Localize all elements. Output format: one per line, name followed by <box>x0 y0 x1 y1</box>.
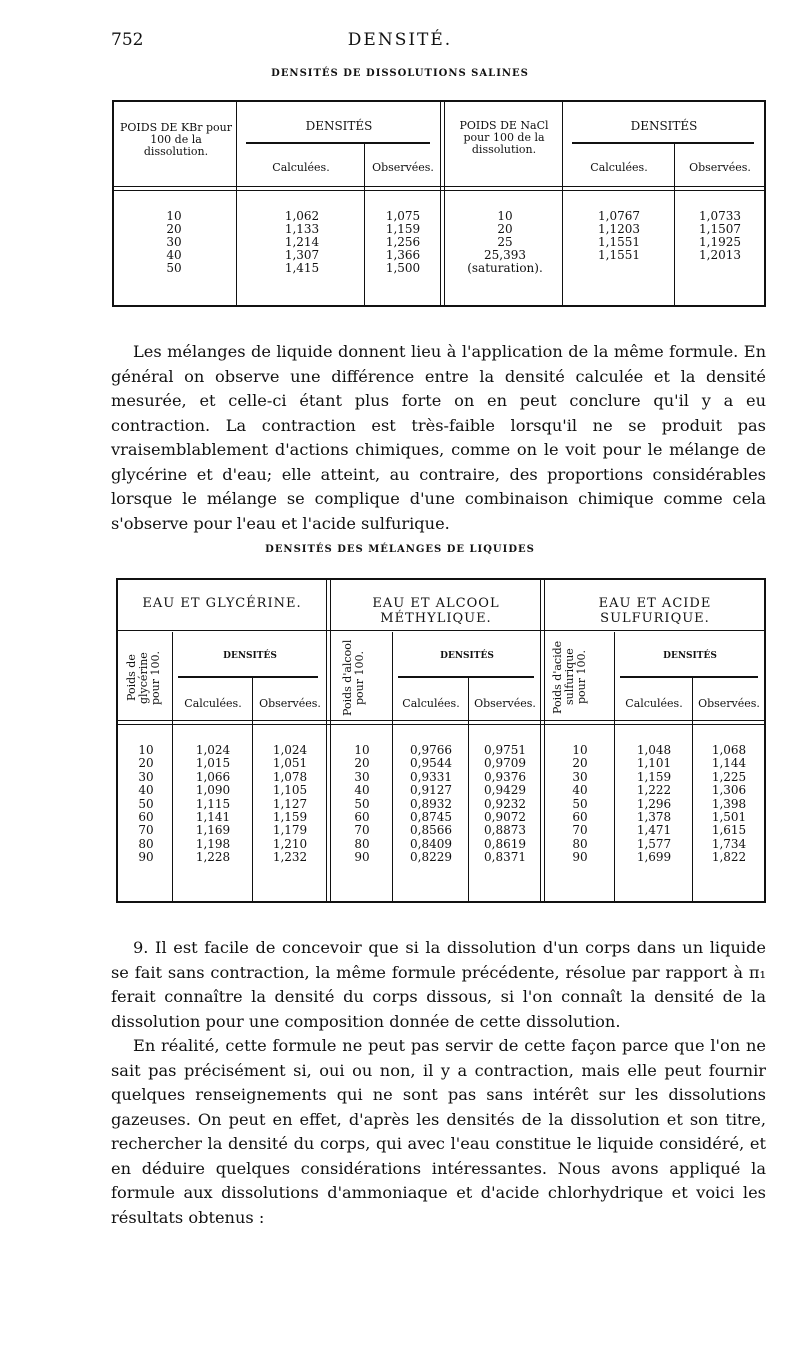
table-cell: 0,8371 <box>484 850 526 865</box>
table-cell: 1,078 <box>272 769 308 784</box>
table2-title: DENSITÉS DES MÉLANGES DE LIQUIDES <box>265 544 535 555</box>
paragraph-section-9: 9. Il est facile de concevoir que si la dissolution d'un corps dans un liquide se fait sans contraction, la même formule précédente, résolue par rapport à π₁ ferait connaître la densité du corps dissous, si l'on connaît la densité de la dissolution pour une composition donnée de cette dissolution. En réalité, cette formule ne peut pas servir de cette façon parce que l'on ne sait pas précisément si, oui ou non, il y a contraction, mais elle peut fournir quelques renseignements qui ne sont pas sans intérêt sur les dissolutions gazeuses. On peut en effet, d'après les densités de la dissolution et son titre, rechercher la densité du corps, qui avec l'eau constitue le liquide considéré, et en déduire quelques considérations intéressantes. Nous avons appliqué la formule aux dissolutions d'ammoniaque et d'acide chlorhydrique et voici les résultats obtenus : <box>111 938 766 1227</box>
table-cell: 20 <box>166 222 182 236</box>
kbr-weight-header: POIDS DE KBr pour 100 de la dissolution. <box>119 121 233 158</box>
table-cell: 1,1507 <box>699 222 741 236</box>
table-cell: 80 <box>572 836 588 851</box>
table-cell: 20 <box>572 756 588 771</box>
table-cell: 1,415 <box>284 261 320 275</box>
table-cell: 1,222 <box>636 783 672 798</box>
table-cell: 40 <box>354 783 370 798</box>
table-cell: 40 <box>138 783 154 798</box>
table-cell: 50 <box>354 796 370 811</box>
table-cell: 1,105 <box>272 783 308 798</box>
table-cell: 0,9376 <box>484 769 526 784</box>
table-cell: 1,214 <box>284 235 320 249</box>
table-cell: 1,577 <box>636 836 672 851</box>
table-cell: 90 <box>354 850 370 865</box>
table-cell: 1,232 <box>272 850 308 865</box>
table-cell: 10 <box>497 209 513 223</box>
acid-obs-header: Observées. <box>698 697 760 710</box>
saline-densities-table <box>112 100 766 307</box>
alcohol-obs-header: Observées. <box>474 697 536 710</box>
table-cell: 50 <box>138 796 154 811</box>
table-cell: 1,307 <box>284 248 320 262</box>
table-cell: 1,1551 <box>598 248 640 262</box>
table-cell: 25 <box>497 235 513 249</box>
table-cell: 0,8619 <box>484 836 526 851</box>
table1-title: DENSITÉS DE DISSOLUTIONS SALINES <box>271 68 529 79</box>
table-cell: 1,075 <box>385 209 421 223</box>
nacl-obs-header: Observées. <box>689 161 751 174</box>
table-cell: 80 <box>138 836 154 851</box>
table-cell: 1,1551 <box>598 235 640 249</box>
table-cell: 1,0767 <box>598 209 640 223</box>
table-cell: 0,9709 <box>484 756 526 771</box>
table-cell: 10 <box>572 743 588 757</box>
table-cell: 1,024 <box>195 743 231 757</box>
group-water-methyl-alcohol: EAU ET ALCOOL MÉTHYLIQUE. <box>372 596 500 626</box>
table-cell: 1,734 <box>711 836 747 851</box>
table-cell: 1,066 <box>195 769 231 784</box>
table-cell: 0,9429 <box>484 783 526 798</box>
table-cell: 1,159 <box>385 222 421 236</box>
table-cell: 1,198 <box>195 836 231 851</box>
glycerin-obs-header: Observées. <box>259 697 321 710</box>
table-cell: 80 <box>354 836 370 851</box>
kbr-densities-header: DENSITÉS <box>305 119 373 133</box>
alcohol-densities-header: DENSITÉS <box>440 651 494 661</box>
table-cell: 30 <box>166 235 182 249</box>
table-cell: 1,210 <box>272 836 308 851</box>
table-cell: 1,068 <box>711 743 747 757</box>
alcohol-weight-header: Poids d'alcool pour 100. <box>341 639 366 717</box>
table-cell: 0,9232 <box>484 796 526 811</box>
table-cell: 0,8932 <box>410 796 452 811</box>
table-cell: 90 <box>138 850 154 865</box>
table-cell: 70 <box>138 823 154 838</box>
kbr-obs-header: Observées. <box>372 161 434 174</box>
table-cell: 30 <box>572 769 588 784</box>
table-cell: 0,9331 <box>410 769 452 784</box>
table-cell: 1,615 <box>711 823 747 838</box>
alcohol-calc-header: Calculées. <box>402 697 460 710</box>
table-cell: 1,090 <box>195 783 231 798</box>
acid-weight-header: Poids d'acide sulfurique pour 100. <box>551 640 588 714</box>
table-cell: 1,024 <box>272 743 308 757</box>
table-cell: 1,501 <box>711 810 747 825</box>
table-cell: 1,159 <box>272 810 308 825</box>
table-cell: 10 <box>138 743 154 757</box>
table-cell: 0,9544 <box>410 756 452 771</box>
table-cell: 25,393 <box>484 248 526 262</box>
nacl-calc-header: Calculées. <box>590 161 648 174</box>
table-cell: (saturation). <box>467 261 543 275</box>
table-cell: 1,101 <box>636 756 672 771</box>
nacl-densities-header: DENSITÉS <box>630 119 698 133</box>
glycerin-calc-header: Calculées. <box>184 697 242 710</box>
table-cell: 1,228 <box>195 850 231 865</box>
table-cell: 20 <box>138 756 154 771</box>
table-cell: 40 <box>166 248 182 262</box>
kbr-calc-header: Calculées. <box>272 161 330 174</box>
table-cell: 1,296 <box>636 796 672 811</box>
table-cell: 1,2013 <box>699 248 741 262</box>
table-cell: 1,015 <box>195 756 231 771</box>
group-water-glycerin: EAU ET GLYCÉRINE. <box>142 596 302 611</box>
table-cell: 1,051 <box>272 756 308 771</box>
table-cell: 60 <box>572 810 588 825</box>
table-cell: 50 <box>166 261 182 275</box>
running-title: DENSITÉ. <box>347 30 453 50</box>
table-cell: 1,133 <box>284 222 320 236</box>
nacl-weight-header: POIDS DE NaCl pour 100 de la dissolution. <box>459 119 549 156</box>
table-cell: 0,8229 <box>410 850 452 865</box>
acid-calc-header: Calculées. <box>625 697 683 710</box>
table-cell: 1,225 <box>711 769 747 784</box>
table-cell: 90 <box>572 850 588 865</box>
table-cell: 1,062 <box>284 209 320 223</box>
table-cell: 1,822 <box>711 850 747 865</box>
table-cell: 1,141 <box>195 810 231 825</box>
group-water-sulfuric-acid: EAU ET ACIDE SULFURIQUE. <box>598 596 712 626</box>
table-cell: 1,366 <box>385 248 421 262</box>
table-cell: 1,398 <box>711 796 747 811</box>
table-cell: 10 <box>354 743 370 757</box>
table-cell: 1,306 <box>711 783 747 798</box>
table-cell: 1,256 <box>385 235 421 249</box>
table-cell: 1,115 <box>195 796 231 811</box>
table-cell: 1,500 <box>385 261 421 275</box>
table-cell: 30 <box>354 769 370 784</box>
table-cell: 1,699 <box>636 850 672 865</box>
table-cell: 60 <box>138 810 154 825</box>
table-cell: 70 <box>354 823 370 838</box>
table-cell: 0,9127 <box>410 783 452 798</box>
table-cell: 20 <box>354 756 370 771</box>
table-cell: 50 <box>572 796 588 811</box>
page-number: 752 <box>111 30 144 50</box>
table-cell: 0,8873 <box>484 823 526 838</box>
table-cell: 0,9072 <box>484 810 526 825</box>
table-cell: 1,1925 <box>699 235 741 249</box>
table-cell: 0,8409 <box>410 836 452 851</box>
table-cell: 0,9751 <box>484 743 526 757</box>
table-cell: 30 <box>138 769 154 784</box>
table-cell: 0,8566 <box>410 823 452 838</box>
table-cell: 60 <box>354 810 370 825</box>
table-cell: 1,0733 <box>699 209 741 223</box>
table-cell: 0,9766 <box>410 743 452 757</box>
table-cell: 1,169 <box>195 823 231 838</box>
table-cell: 1,1203 <box>598 222 640 236</box>
glycerin-densities-header: DENSITÉS <box>223 651 277 661</box>
table-cell: 20 <box>497 222 513 236</box>
liquid-mixtures-table <box>116 578 766 903</box>
table-cell: 1,179 <box>272 823 308 838</box>
table-cell: 0,8745 <box>410 810 452 825</box>
table-cell: 70 <box>572 823 588 838</box>
table-cell: 1,159 <box>636 769 672 784</box>
table-cell: 10 <box>166 209 182 223</box>
table-cell: 1,144 <box>711 756 747 771</box>
glycerin-weight-header: Poids de glycérine pour 100. <box>125 651 162 705</box>
table-cell: 40 <box>572 783 588 798</box>
table-cell: 1,378 <box>636 810 672 825</box>
table-cell: 1,127 <box>272 796 308 811</box>
table-cell: 1,471 <box>636 823 672 838</box>
paragraph-mixtures: Les mélanges de liquide donnent lieu à l'application de la même formule. En général on observe une différence entre la densité calculée et la densité mesurée, et celle-ci étant plus forte on en peut conclure qu'il y a eu contraction. La contraction est très-faible lorsqu'il ne se produit pas vraisemblablement d'actions chimiques, comme on le voit pour le mélange de glycérine et d'eau; elle atteint, au contraire, des proportions considérables lorsque le mélange se complique d'une combinaison chimique comme cela s'observe pour l'eau et l'acide sulfurique. <box>111 342 766 533</box>
acid-densities-header: DENSITÉS <box>663 651 717 661</box>
table-cell: 1,048 <box>636 743 672 757</box>
